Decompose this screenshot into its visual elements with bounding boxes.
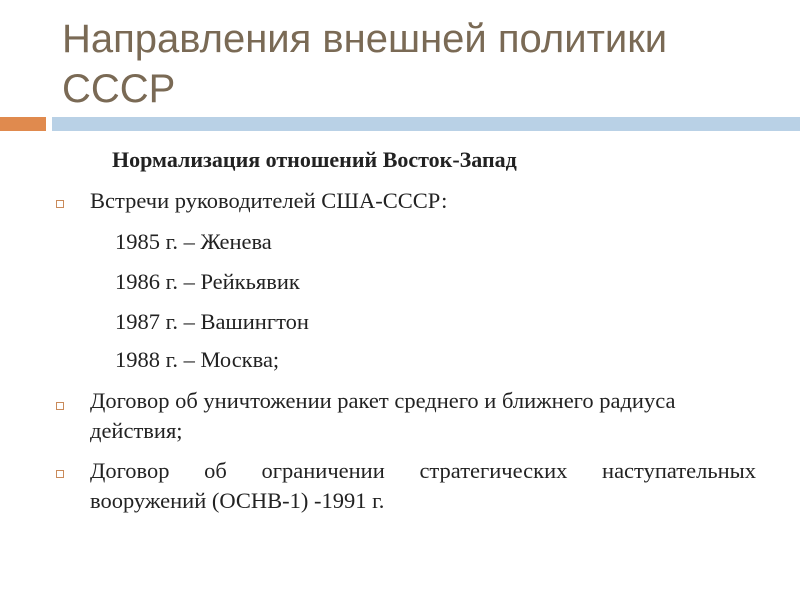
title-accent-bar-right bbox=[52, 117, 800, 131]
meeting-1986: 1986 г. – Рейкьявик bbox=[115, 269, 300, 294]
slide-subtitle: Нормализация отношений Восток-Запад bbox=[112, 147, 517, 172]
bullet-square-icon bbox=[56, 470, 64, 478]
slide-title: Направления внешней политики СССР bbox=[62, 17, 668, 111]
bullet-square-icon bbox=[56, 200, 64, 208]
bullet-square-icon bbox=[56, 402, 64, 410]
meeting-1987: 1987 г. – Вашингтон bbox=[115, 309, 309, 334]
title-accent-bar-left bbox=[0, 117, 46, 131]
meeting-1988: 1988 г. – Москва; bbox=[115, 347, 280, 372]
list-item-start-treaty: Договор об ограничении стратегических наступательных вооружений (ОСНВ-1) -1991 г. bbox=[90, 458, 756, 513]
meeting-1985: 1985 г. – Женева bbox=[115, 229, 272, 254]
list-item-meetings: Встречи руководителей США-СССР: bbox=[90, 188, 448, 213]
list-item-inf-treaty: Договор об уничтожении ракет среднего и ближнего радиуса действия; bbox=[90, 388, 676, 443]
